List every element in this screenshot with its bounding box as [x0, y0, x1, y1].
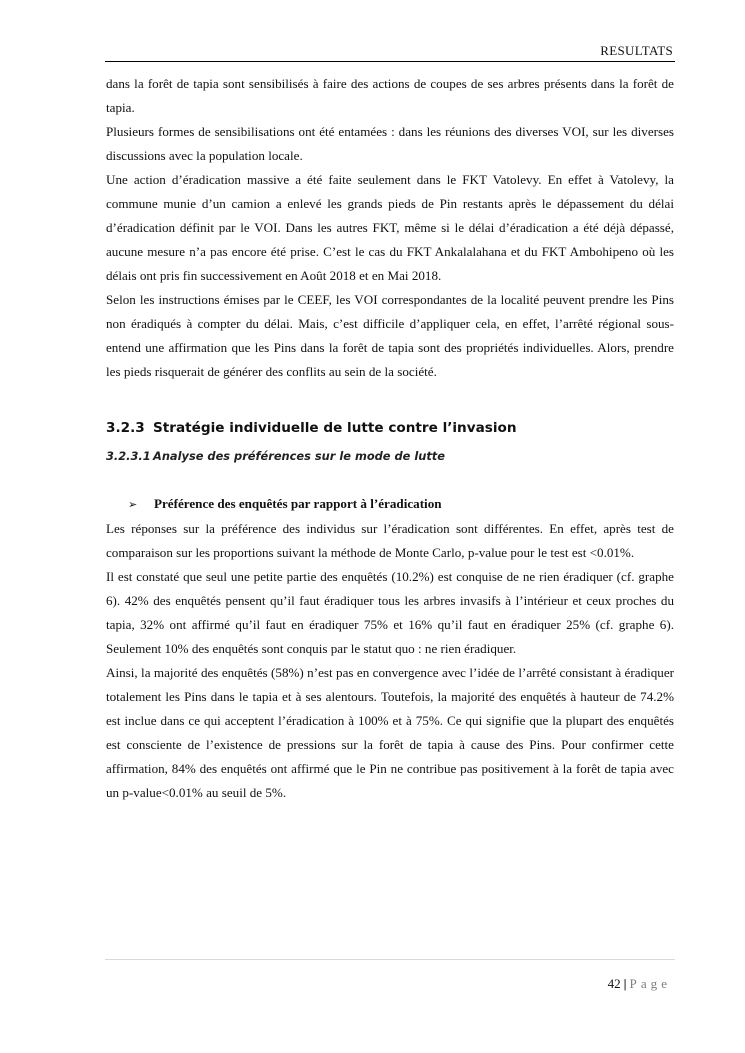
body-paragraph: Il est constaté que seul une petite partie des enquêtés (10.2%) est conquise de ne rien éradiquer (cf. graphe 6). 42% des enquêtés pensent qu’il faut éradiquer tous les arbres invasifs à l’intérieur et ceux proches du tapia, 32% ont affirmé qu’il faut en éradiquer 75% et 16% qu’il faut en éradiquer 25% (cf. graphe 6). Seulement 10% des enquêtés sont conquis par le statut quo : ne rien éradiquer.: [106, 569, 674, 656]
subsection-heading: [106, 446, 674, 466]
section-heading: [106, 418, 674, 438]
body-paragraph: Les réponses sur la préférence des individus sur l’éradication sont différentes. En effet, après test de comparaison sur les proportions suivant la méthode de Monte Carlo, p-value pour le test est <0.01%.: [106, 521, 674, 560]
footer-rule: [105, 959, 675, 960]
section-number: 3.2.3: [106, 420, 145, 436]
body-paragraph: Une action d’éradication massive a été faite seulement dans le FKT Vatolevy. En effet à Vatolevy, la commune munie d’un camion a enlevé les grands pieds de Pin restants après le dépassement du délai d’éradication définit par le VOI. Dans les autres FKT, même si le délai d’éradication a été déjà dépassé, aucune mesure n’a pas encore été prise. C’est le cas du FKT Ankalalahana et du FKT Ambohipeno où les délais ont pris fin successivement en Août 2018 et en Mai 2018.: [106, 172, 674, 283]
running-header-title: RESULTATS: [600, 43, 673, 58]
page-label: Page: [629, 976, 671, 991]
body-paragraph: Plusieurs formes de sensibilisations ont été entamées : dans les réunions des diverses VOI, sur les diverses discussions avec la population locale.: [106, 124, 674, 163]
arrow-bullet-icon: ➢: [128, 499, 138, 511]
header-rule: [105, 61, 675, 62]
section-title: Stratégie individuelle de lutte contre l’invasion: [153, 420, 517, 436]
page-footer: [608, 976, 671, 992]
subsection-number: 3.2.3.1: [106, 449, 151, 463]
page-body: [106, 72, 674, 805]
body-paragraph: Ainsi, la majorité des enquêtés (58%) n’est pas en convergence avec l’idée de l’arrêté consistant à éradiquer totalement les Pins dans le tapia et à ses alentours. Toutefois, la majorité des enquêtés à hauteur de 74.2% est inclue dans ce qui acceptent l’éradication à 100% et à 75%. Ce qui signifie que la plupart des enquêtés est consciente de l’existence de pressions sur la forêt de tapia à cause des Pins. Pour confirmer cette affirmation, 84% des enquêtés ont affirmé que le Pin ne contribue pas positivement à la forêt de tapia avec un p-value<0.01% au seuil de 5%.: [106, 665, 674, 800]
bullet-heading-text: Préférence des enquêtés par rapport à l’éradication: [154, 496, 442, 511]
page-separator: |: [623, 976, 627, 991]
body-paragraph: dans la forêt de tapia sont sensibilisés à faire des actions de coupes de ses arbres présents dans la forêt de tapia.: [106, 76, 674, 115]
page-number: 42: [607, 976, 621, 991]
body-paragraph: Selon les instructions émises par le CEEF, les VOI correspondantes de la localité peuvent prendre les Pins non éradiqués à compter du délai. Mais, c’est difficile d’appliquer cela, en effet, l’arrêté régional sous-entend une affirmation que les Pins dans la forêt de tapia sont des propriétés individuelles. Alors, prendre les pieds risquerait de générer des conflits au sein de la société.: [106, 292, 674, 379]
bullet-heading: [106, 492, 674, 517]
subsection-title: Analyse des préférences sur le mode de lutte: [153, 449, 445, 463]
